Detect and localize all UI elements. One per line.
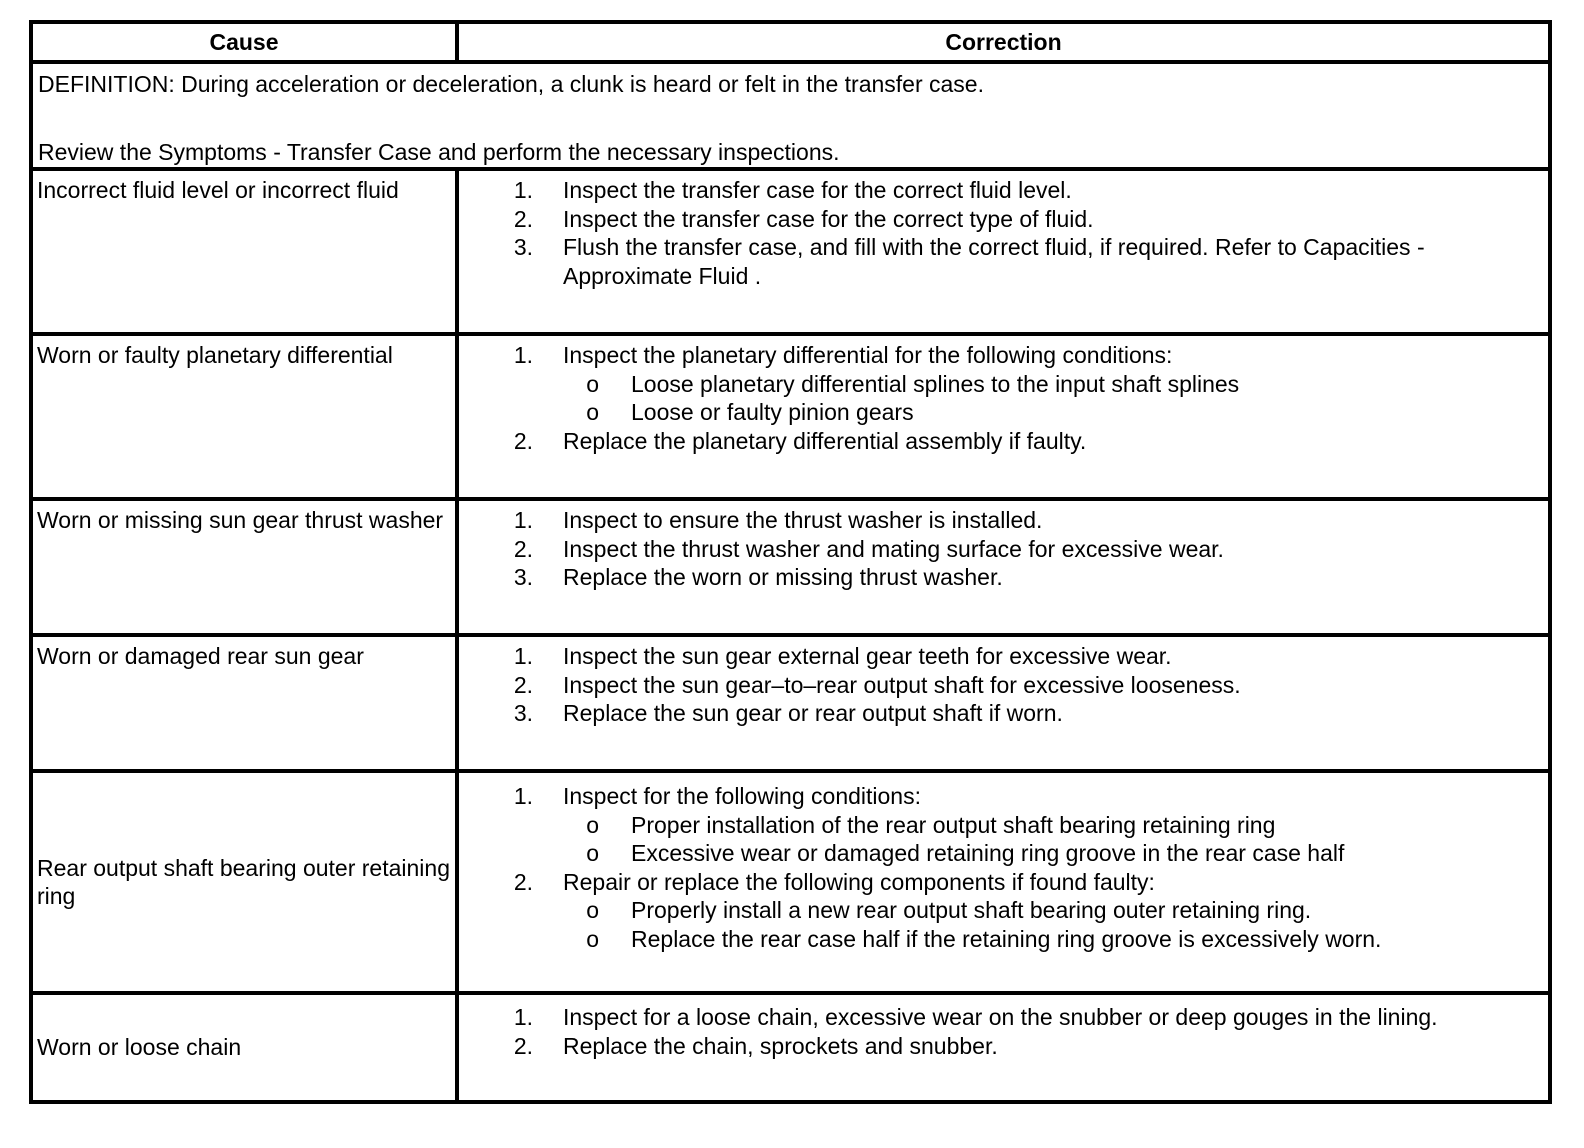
step-number: 3.	[513, 700, 533, 726]
step-text: Replace the worn or missing thrust washer.	[563, 564, 1003, 590]
correction-step	[459, 868, 1548, 897]
review-symptoms-text: Review the Symptoms - Transfer Case and perform the necessary inspections.	[38, 138, 840, 165]
step-text: Replace the chain, sprockets and snubber.	[563, 1032, 998, 1059]
step-number: 1.	[513, 507, 533, 533]
correction-step	[459, 233, 1548, 290]
cause-text: Worn or damaged rear sun gear	[37, 643, 364, 669]
table-row	[33, 167, 1548, 332]
correction-step	[459, 1032, 1548, 1061]
step-number: 3.	[513, 234, 533, 260]
cause-cell	[33, 637, 459, 769]
table-row	[33, 332, 1548, 497]
correction-cell	[459, 336, 1548, 497]
cause-cell	[33, 773, 459, 991]
correction-cell	[459, 995, 1548, 1100]
correction-step	[459, 205, 1548, 234]
correction-step	[459, 506, 1548, 535]
sub-item-text: Proper installation of the rear output shaft bearing retaining ring	[631, 811, 1276, 838]
correction-cell	[459, 501, 1548, 633]
correction-header: Correction	[945, 29, 1062, 55]
step-text: Repair or replace the following components if found faulty:	[563, 868, 1155, 895]
sub-item	[459, 398, 1548, 427]
cause-rows	[33, 167, 1548, 1100]
step-number: 2.	[513, 205, 533, 232]
table-row	[33, 769, 1548, 991]
step-number: 2.	[513, 868, 533, 895]
correction-cell	[459, 171, 1548, 332]
correction-step	[459, 671, 1548, 700]
sub-item	[459, 925, 1548, 954]
sub-item-text: Loose or faulty pinion gears	[631, 399, 914, 425]
cause-header: Cause	[33, 24, 459, 60]
step-text: Inspect the thrust washer and mating surface for excessive wear.	[563, 535, 1224, 562]
step-number: 2.	[513, 1032, 533, 1059]
correction-cell	[459, 773, 1548, 991]
correction-step	[459, 782, 1548, 811]
cause-text: Worn or loose chain	[37, 1034, 242, 1061]
sub-item	[459, 839, 1548, 868]
step-number: 1.	[513, 783, 533, 809]
sub-item-text: Properly install a new rear output shaft bearing outer retaining ring.	[631, 897, 1312, 923]
cause-text: Worn or missing sun gear thrust washer	[37, 507, 444, 533]
correction-step	[459, 563, 1548, 592]
step-text: Inspect the transfer case for the correct fluid level.	[563, 177, 1072, 203]
step-text: Flush the transfer case, and fill with the correct fluid, if required. Refer to Capacities - Approximate Fluid .	[563, 234, 1425, 289]
cause-cell	[33, 995, 459, 1100]
cause-cell	[33, 171, 459, 332]
step-number: 3.	[513, 564, 533, 590]
step-number: 2.	[513, 427, 533, 454]
bullet-icon: o	[586, 840, 599, 866]
sub-item	[459, 370, 1548, 399]
correction-step	[459, 341, 1548, 370]
correction-step	[459, 535, 1548, 564]
step-text: Inspect for a loose chain, excessive wear on the snubber or deep gouges in the lining.	[563, 1004, 1438, 1030]
bullet-icon: o	[586, 897, 599, 923]
step-text: Replace the sun gear or rear output shaft if worn.	[563, 700, 1063, 726]
sub-item-text: Replace the rear case half if the retaining ring groove is excessively worn.	[631, 925, 1382, 952]
table-header-row	[33, 24, 1548, 60]
definition-row	[33, 60, 1548, 167]
table-row	[33, 633, 1548, 769]
correction-cell	[459, 637, 1548, 769]
step-text: Inspect the transfer case for the correct type of fluid.	[563, 205, 1094, 232]
correction-step	[459, 427, 1548, 456]
step-number: 1.	[513, 177, 533, 203]
diagnosis-table	[29, 20, 1552, 1104]
correction-step	[459, 642, 1548, 671]
correction-step	[459, 699, 1548, 728]
bullet-icon: o	[586, 811, 599, 838]
step-text: Inspect the planetary differential for the following conditions:	[563, 342, 1173, 368]
cause-text: Rear output shaft bearing outer retaining ring	[37, 854, 450, 909]
sub-item	[459, 896, 1548, 925]
step-text: Inspect to ensure the thrust washer is installed.	[563, 507, 1043, 533]
cause-cell	[33, 336, 459, 497]
table-row	[33, 497, 1548, 633]
step-number: 1.	[513, 342, 533, 368]
bullet-icon: o	[586, 925, 599, 952]
step-number: 1.	[513, 1004, 533, 1030]
step-text: Inspect for the following conditions:	[563, 783, 921, 809]
step-number: 1.	[513, 643, 533, 669]
correction-step	[459, 176, 1548, 205]
bullet-icon: o	[586, 370, 599, 397]
cause-text: Worn or faulty planetary differential	[37, 342, 393, 368]
definition-text: DEFINITION: During acceleration or deceleration, a clunk is heard or felt in the transfer case.	[38, 71, 984, 97]
sub-item	[459, 811, 1548, 840]
cause-cell	[33, 501, 459, 633]
correction-step	[459, 1003, 1548, 1032]
sub-item-text: Loose planetary differential splines to the input shaft splines	[631, 370, 1240, 397]
step-text: Inspect the sun gear–to–rear output shaft for excessive looseness.	[563, 671, 1241, 698]
step-text: Replace the planetary differential assembly if faulty.	[563, 427, 1087, 454]
sub-item-text: Excessive wear or damaged retaining ring groove in the rear case half	[631, 840, 1345, 866]
table-row	[33, 991, 1548, 1100]
cause-text: Incorrect fluid level or incorrect fluid	[37, 177, 399, 203]
definition-cell	[33, 64, 1548, 167]
bullet-icon: o	[586, 399, 599, 425]
step-text: Inspect the sun gear external gear teeth for excessive wear.	[563, 643, 1172, 669]
step-number: 2.	[513, 535, 533, 562]
step-number: 2.	[513, 671, 533, 698]
